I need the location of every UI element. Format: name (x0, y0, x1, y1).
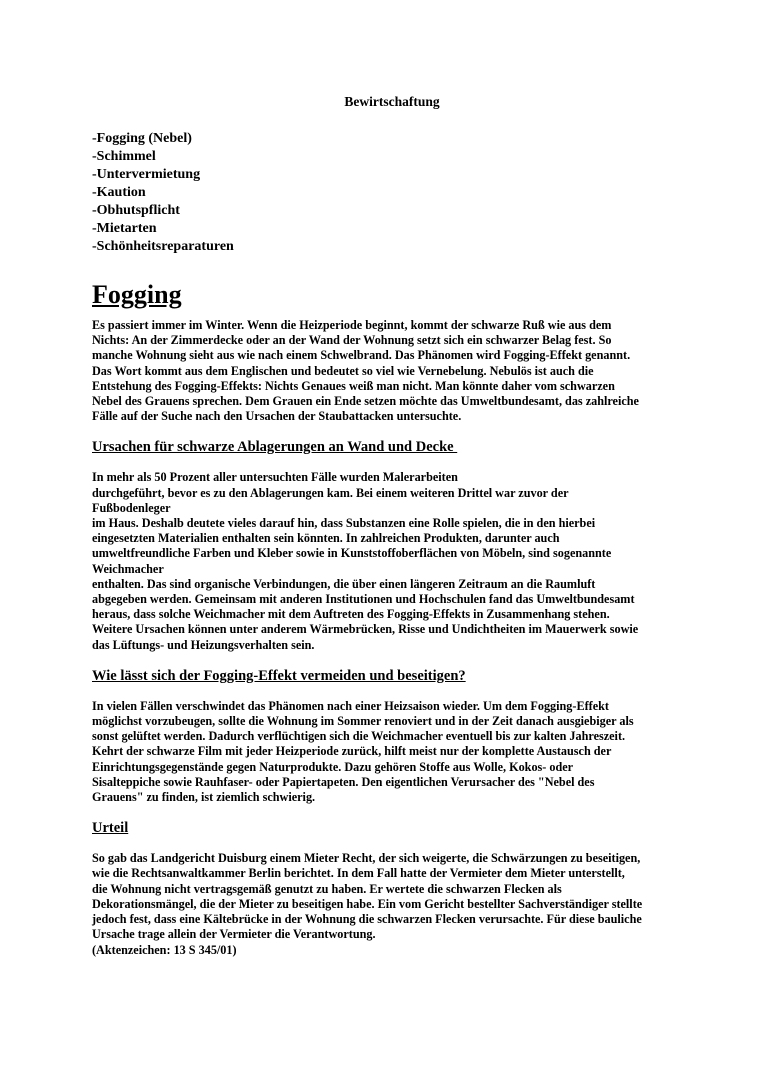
topic-item: -Schönheitsreparaturen (92, 239, 234, 254)
verdict-paragraph (92, 851, 692, 957)
text-line: sonst gelüftet werden. Dadurch verflüchtigen sich die Weichmacher eventuell bis zur kalten Jahreszeit. (92, 729, 626, 744)
topic-item: -Schimmel (92, 149, 156, 164)
text-line: Sisalteppiche sowie Rauhfaser- oder Papiertapeten. Den eigentlichen Verursacher des "Nebel des (92, 774, 595, 789)
text-line: das Lüftungs- und Heizungsverhalten sein. (92, 637, 315, 652)
topic-list (92, 130, 692, 256)
prevention-paragraph (92, 699, 692, 805)
text-line: Es passiert immer im Winter. Wenn die Heizperiode beginnt, kommt der schwarze Ruß wie aus dem (92, 318, 612, 332)
text-line: Ursache trage allein der Vermieter die Verantwortung. (92, 927, 376, 942)
text-line: Entstehung des Fogging-Effekts: Nichts Genaues weiß man nicht. Man könnte daher vom schwarzen (92, 378, 615, 393)
text-line: Das Wort kommt aus dem Englischen und bedeutet so viel wie Vernebelung. Nebulös ist auch die (92, 363, 594, 378)
text-line: Dekorationsmängel, die der Mieter zu beseitigen habe. Ein vom Gericht bestellter Sachverständiger stellte (92, 896, 643, 911)
section-heading-fogging: Fogging (92, 280, 182, 309)
text-line: Fälle auf der Suche nach den Ursachen der Staubattacken untersuchte. (92, 409, 462, 424)
text-line: In vielen Fällen verschwindet das Phänomen nach einer Heizsaison wieder. Um dem Fogging-Effekt (92, 698, 609, 713)
text-line: wie die Rechtsanwaltkammer Berlin berichtet. In dem Fall hatte der Vermieter dem Mieter unterstellt, (92, 866, 625, 881)
text-line: In mehr als 50 Prozent aller untersuchten Fälle wurden Malerarbeiten (92, 470, 458, 485)
topic-item: -Kaution (92, 185, 146, 200)
text-line: heraus, dass solche Weichmacher mit dem Auftreten des Fogging-Effekts in Zusammenhang stehen. (92, 607, 610, 622)
text-line: Nichts: An der Zimmerdecke oder an der Wand der Wohnung setzt sich ein schwarzer Belag fest. So (92, 333, 612, 348)
text-line: durchgeführt, bevor es zu den Ablagerungen kam. Bei einem weiteren Drittel war zuvor der (92, 485, 569, 500)
causes-paragraph (92, 470, 692, 652)
text-line: Weitere Ursachen können unter anderem Wärmebrücken, Risse und Undichtheiten im Mauerwerk sowie (92, 622, 639, 637)
text-line: umweltfreundliche Farben und Kleber sowie in Kunststoffoberflächen von Möbeln, sind sogenannte (92, 546, 612, 561)
text-line: abgegeben werden. Gemeinsam mit anderen Institutionen und Hochschulen fand das Umweltbundesamt (92, 592, 635, 607)
text-line: möglichst vorzubeugen, sollte die Wohnung im Sommer renoviert und in der Zeit danach ausgiebiger als (92, 714, 634, 729)
text-line: enthalten. Das sind organische Verbindungen, die über einen längeren Zeitraum an die Raumluft (92, 576, 596, 591)
text-line: Kehrt der schwarze Film mit jeder Heizperiode zurück, hilft meist nur der komplette Austausch der (92, 744, 612, 759)
text-line: im Haus. Deshalb deutete vieles darauf hin, dass Substanzen eine Rolle spielen, die in den hierbei (92, 516, 596, 531)
text-line: Fußbodenleger (92, 500, 171, 515)
document-page (92, 94, 692, 958)
text-line: Einrichtungsgegenstände gegen Naturprodukte. Dazu gehören Stoffe aus Wolle, Kokos- oder (92, 759, 574, 774)
text-line: Grauens" zu finden, ist ziemlich schwierig. (92, 790, 316, 805)
topic-item: -Obhutspflicht (92, 203, 180, 218)
text-line: So gab das Landgericht Duisburg einem Mieter Recht, der sich weigerte, die Schwärzungen zu beseitigen, (92, 851, 641, 866)
intro-paragraph (92, 318, 692, 424)
text-line: Weichmacher (92, 561, 164, 576)
text-line: Nebel des Grauens sprechen. Dem Grauen ein Ende setzen möchte das Umweltbundesamt, das zahlreiche (92, 394, 639, 409)
topic-item: -Mietarten (92, 221, 157, 236)
topic-item: -Untervermietung (92, 167, 201, 182)
text-line: jedoch fest, dass eine Kältebrücke in der Wohnung die schwarzen Flecken verursachte. Für diese bauliche (92, 912, 642, 927)
subheading-causes: Ursachen für schwarze Ablagerungen an Wand und Decke (92, 439, 458, 456)
subheading-prevention: Wie lässt sich der Fogging-Effekt vermeiden und beseitigen? (92, 667, 466, 684)
text-line: manche Wohnung sieht aus wie nach einem Schwelbrand. Das Phänomen wird Fogging-Effekt genannt. (92, 348, 631, 363)
subheading-verdict: Urteil (92, 820, 129, 837)
document-title: Bewirtschaftung (344, 94, 440, 109)
text-line: eingesetzten Materialien enthalten sein könnten. In zahlreichen Produkten, darunter auch (92, 531, 560, 546)
text-line: die Wohnung nicht vertragsgemäß genutzt zu haben. Er wertete die schwarzen Flecken als (92, 881, 562, 896)
text-line: (Aktenzeichen: 13 S 345/01) (92, 942, 237, 957)
topic-item: -Fogging (Nebel) (92, 131, 192, 146)
